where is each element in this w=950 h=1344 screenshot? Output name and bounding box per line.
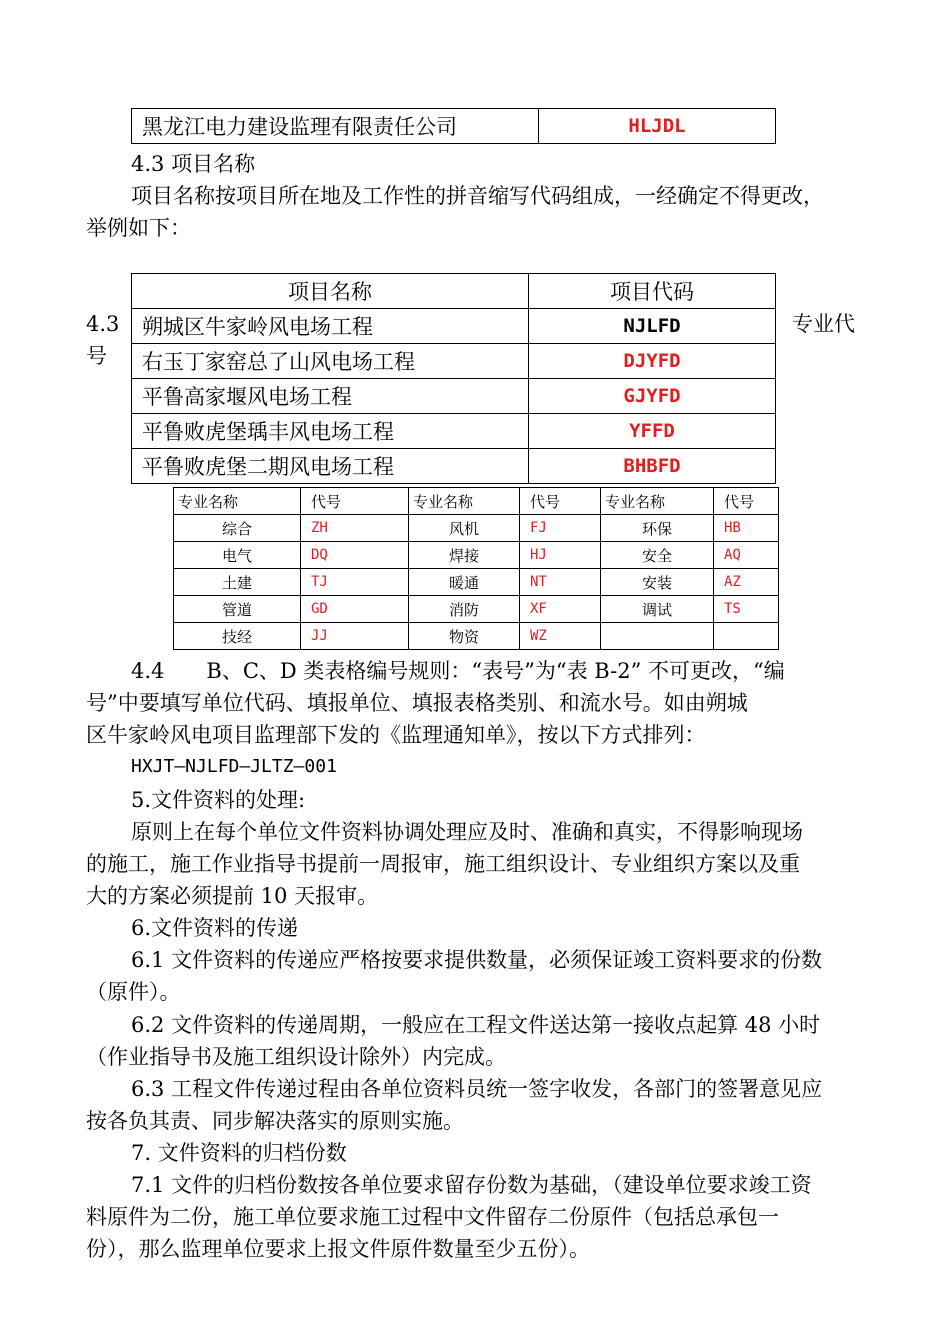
specialty-name: 安装 bbox=[601, 569, 714, 596]
table-header-row bbox=[174, 488, 779, 515]
specialty-name bbox=[601, 623, 714, 650]
column-header: 专业名称 bbox=[174, 488, 301, 515]
project-code: GJYFD bbox=[529, 379, 776, 414]
section-7-1-para: 7.1 文件的归档份数按各单位要求留存份数为基础，（建设单位要求竣工资 bbox=[131, 1173, 812, 1197]
specialty-code: TS bbox=[714, 596, 779, 623]
specialty-name: 管道 bbox=[174, 596, 301, 623]
column-header: 项目名称 bbox=[132, 274, 529, 309]
specialty-code: ZH bbox=[301, 515, 409, 542]
specialty-code: XF bbox=[520, 596, 601, 623]
company-table bbox=[131, 108, 776, 144]
section-6-1-para: 6.1 文件资料的传递应严格按要求提供数量，必须保证竣工资料要求的份数 bbox=[131, 948, 823, 972]
section-5-title: 5.文件资料的处理: bbox=[131, 788, 306, 812]
section-4-4-para: 4.4 B、C、D 类表格编号规则：“表号”为“表 B-2” 不可更改，“编 bbox=[131, 659, 785, 683]
section-4-4-para: 号”中要填写单位代码、填报单位、填报表格类别、和流水号。如由朔城 bbox=[86, 691, 748, 715]
table-row bbox=[132, 344, 776, 379]
specialty-code: DQ bbox=[301, 542, 409, 569]
specialty-name: 环保 bbox=[601, 515, 714, 542]
section-4-4-para: 区牛家岭风电项目监理部下发的《监理通知单》，按以下方式排列： bbox=[86, 723, 706, 747]
specialty-name: 风机 bbox=[409, 515, 520, 542]
section-6-1-para: （原件）。 bbox=[86, 980, 181, 1004]
column-header: 专业名称 bbox=[409, 488, 520, 515]
specialty-code: WZ bbox=[520, 623, 601, 650]
specialty-name: 安全 bbox=[601, 542, 714, 569]
specialty-name: 电气 bbox=[174, 542, 301, 569]
table-row bbox=[174, 515, 779, 542]
company-code: HLJDL bbox=[539, 109, 776, 144]
specialty-name: 消防 bbox=[409, 596, 520, 623]
specialty-name: 暖通 bbox=[409, 569, 520, 596]
project-code: NJLFD bbox=[529, 309, 776, 344]
table-row bbox=[174, 569, 779, 596]
side-text-right: 专业代 bbox=[792, 312, 855, 336]
project-code: YFFD bbox=[529, 414, 776, 449]
project-name: 平鲁败虎堡二期风电场工程 bbox=[132, 449, 529, 484]
table-row bbox=[132, 449, 776, 484]
specialty-name: 物资 bbox=[409, 623, 520, 650]
table-row bbox=[174, 623, 779, 650]
specialty-code: JJ bbox=[301, 623, 409, 650]
side-text-left: 号 bbox=[86, 344, 107, 368]
specialty-code: HJ bbox=[520, 542, 601, 569]
specialty-name: 土建 bbox=[174, 569, 301, 596]
specialty-code: HB bbox=[714, 515, 779, 542]
table-row bbox=[132, 109, 776, 144]
project-code: DJYFD bbox=[529, 344, 776, 379]
table-row bbox=[174, 596, 779, 623]
table-row bbox=[132, 379, 776, 414]
specialty-code: AQ bbox=[714, 542, 779, 569]
specialty-name: 调试 bbox=[601, 596, 714, 623]
section-5-para: 的施工，施工作业指导书提前一周报审，施工组织设计、专业组织方案以及重 bbox=[86, 852, 800, 876]
column-header: 项目代码 bbox=[529, 274, 776, 309]
side-text-left: 4.3 bbox=[86, 312, 120, 336]
specialty-name: 焊接 bbox=[409, 542, 520, 569]
specialty-code: GD bbox=[301, 596, 409, 623]
section-5-para: 大的方案必须提前 10 天报审。 bbox=[86, 884, 379, 908]
section-4-3-para: 举例如下： bbox=[86, 216, 191, 240]
column-header: 专业名称 bbox=[601, 488, 714, 515]
section-5-para: 原则上在每个单位文件资料协调处理应及时、准确和真实，不得影响现场 bbox=[131, 820, 803, 844]
specialty-name: 技经 bbox=[174, 623, 301, 650]
section-6-3-para: 6.3 工程文件传递过程由各单位资料员统一签字收发，各部门的签署意见应 bbox=[131, 1077, 823, 1101]
specialty-code: FJ bbox=[520, 515, 601, 542]
section-7-title: 7. 文件资料的归档份数 bbox=[131, 1141, 347, 1165]
specialty-code bbox=[714, 623, 779, 650]
column-header: 代号 bbox=[714, 488, 779, 515]
section-6-3-para: 按各负其责、同步解决落实的原则实施。 bbox=[86, 1109, 464, 1133]
section-6-2-para: 6.2 文件资料的传递周期，一般应在工程文件送达第一接收点起算 48 小时 bbox=[131, 1013, 821, 1037]
specialty-name: 综合 bbox=[174, 515, 301, 542]
section-6-title: 6.文件资料的传递 bbox=[131, 916, 299, 940]
specialty-code: TJ bbox=[301, 569, 409, 596]
project-name: 平鲁败虎堡瑀丰风电场工程 bbox=[132, 414, 529, 449]
project-code: BHBFD bbox=[529, 449, 776, 484]
table-row bbox=[132, 414, 776, 449]
table-row bbox=[174, 542, 779, 569]
project-name: 平鲁高家堰风电场工程 bbox=[132, 379, 529, 414]
specialty-code: NT bbox=[520, 569, 601, 596]
section-7-1-para: 份），那么监理单位要求上报文件原件数量至少五份）。 bbox=[86, 1237, 590, 1261]
specialty-code-table bbox=[173, 487, 779, 650]
column-header: 代号 bbox=[301, 488, 409, 515]
column-header: 代号 bbox=[520, 488, 601, 515]
project-code-table bbox=[131, 273, 776, 484]
section-7-1-para: 料原件为二份，施工单位要求施工过程中文件留存二份原件（包括总承包一 bbox=[86, 1205, 779, 1229]
table-header-row bbox=[132, 274, 776, 309]
specialty-code: AZ bbox=[714, 569, 779, 596]
section-6-2-para: （作业指导书及施工组织设计除外）内完成。 bbox=[86, 1045, 506, 1069]
table-row bbox=[132, 309, 776, 344]
section-4-3-para: 项目名称按项目所在地及工作性的拼音缩写代码组成，一经确定不得更改， bbox=[131, 184, 824, 208]
numbering-example: HXJT—NJLFD—JLTZ—001 bbox=[131, 756, 337, 777]
company-name: 黑龙江电力建设监理有限责任公司 bbox=[132, 109, 539, 144]
section-4-3-title: 4.3 项目名称 bbox=[131, 152, 256, 176]
project-name: 朔城区牛家岭风电场工程 bbox=[132, 309, 529, 344]
project-name: 右玉丁家窑总了山风电场工程 bbox=[132, 344, 529, 379]
